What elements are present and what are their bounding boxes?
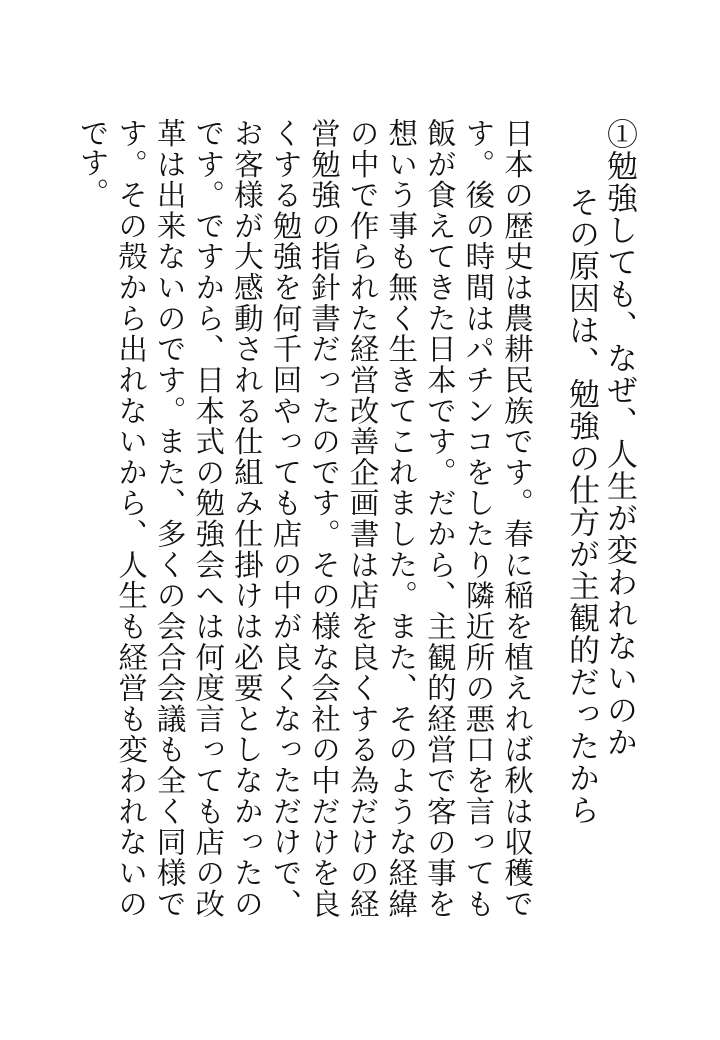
body-paragraph: 日本の歴史は農耕民族です。春に稲を植えれば秋は収穫です。後の時間はパチンコをしたり隣近所の悪口を言っても飯が食えてきた日本です。だから、主観的経営で客の事を想いう事も無く生きてこれました。また、そのような経緯の中で作られた経営改善企画書は店を良くする為だけの経営勉強の指針書だったのです。その様な会社の中だけを良くする勉強を何千回やっても店の中が良くなっただけで、お客様が大感動される仕組み仕掛けは必要としなかったのです。ですから、日本式の勉強会へは何度言っても店の改革は出来ないのです。また、多くの会合会議も全く同様です。その殻から出れないから、人生も経営も変われないのです。 [75,118,534,918]
heading-line-2: その原因は、勉強の仕方が主観的だったから [563,186,599,826]
section-heading [562,118,638,918]
heading-line-1: ①勉強しても、なぜ、人生が変われないのか [601,118,637,758]
